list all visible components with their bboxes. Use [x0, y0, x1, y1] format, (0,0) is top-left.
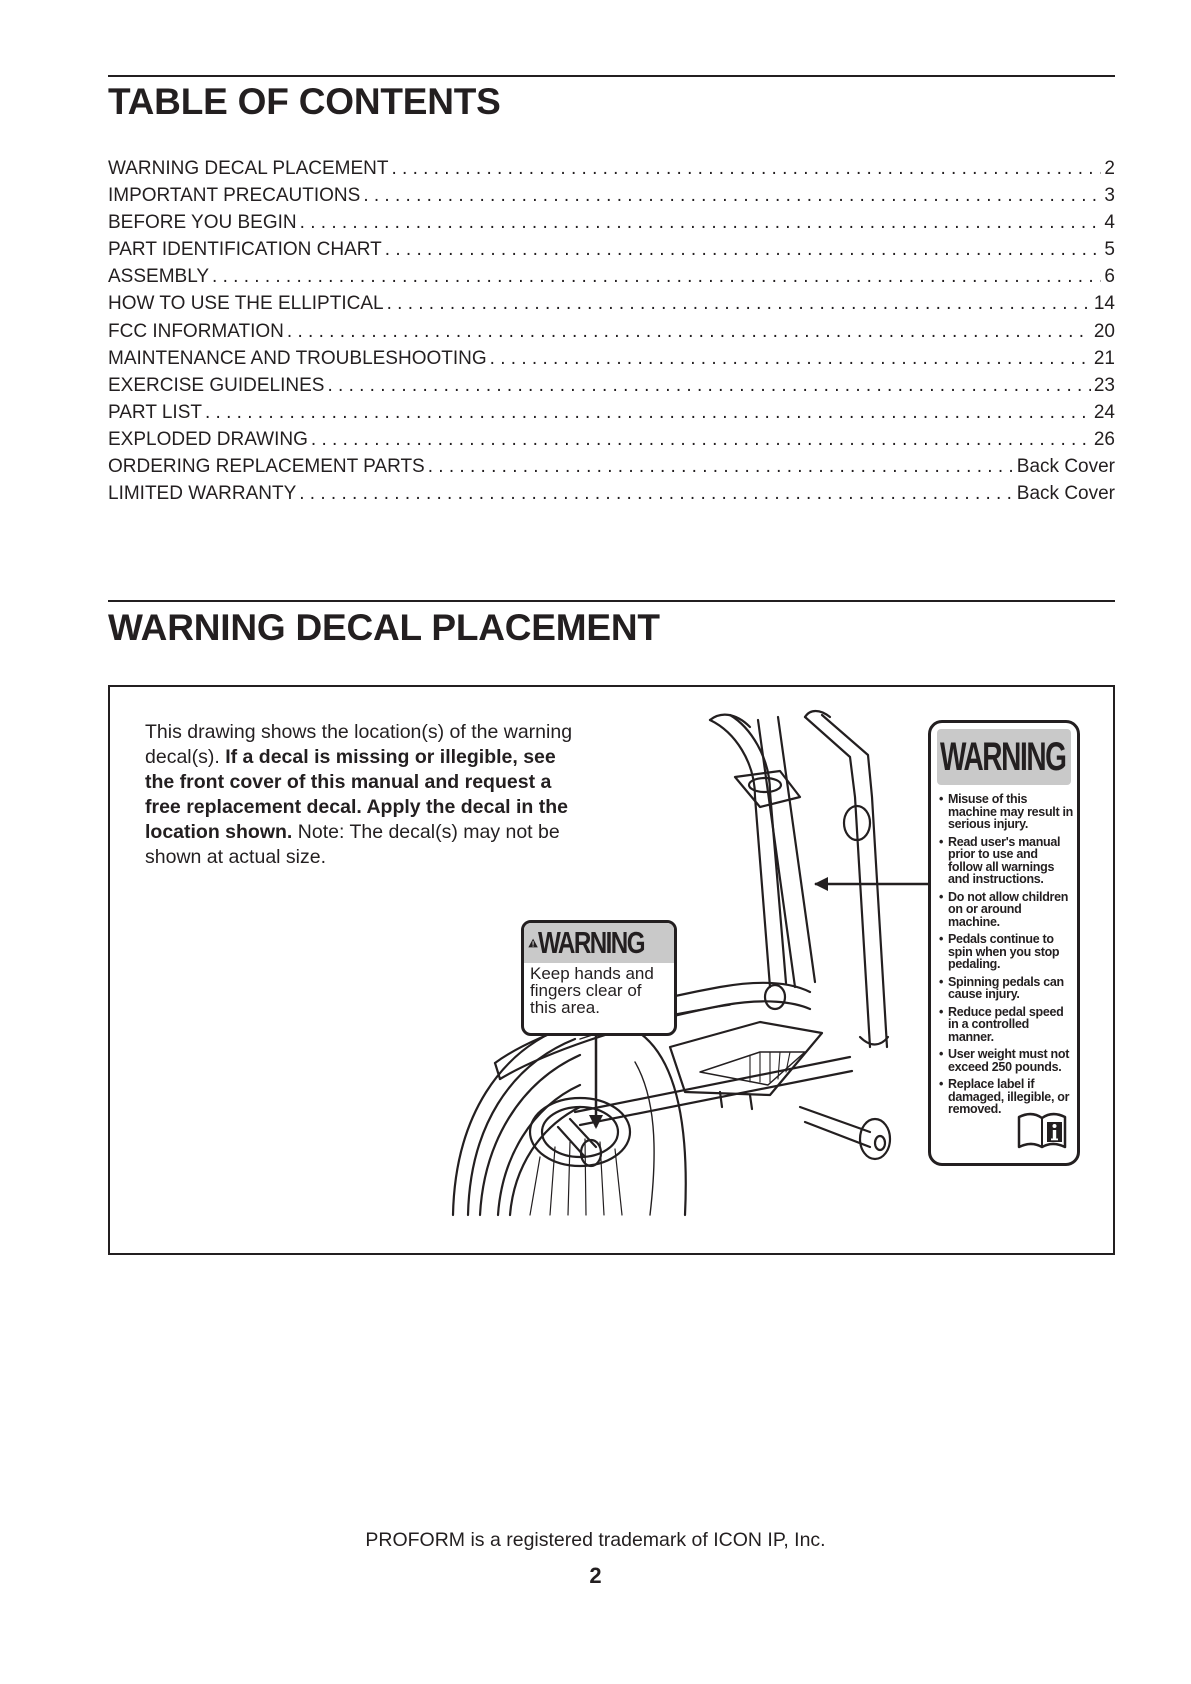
toc-entry-page: 20	[1093, 320, 1115, 342]
toc-entry-page: Back Cover	[1016, 456, 1115, 478]
toc-entry-title: PART IDENTIFICATION CHART	[108, 239, 382, 261]
read-manual-icon	[1017, 1111, 1067, 1149]
warning-item: • Pedals continue to spin when you stop pedaling.	[939, 933, 1073, 971]
toc-entry[interactable]	[108, 209, 1115, 236]
toc-leader-dots	[490, 345, 1091, 372]
toc-entry[interactable]	[108, 318, 1115, 345]
toc-entry-page: Back Cover	[1016, 483, 1115, 505]
decal-note-text: Note: The decal(s) may not be shown at actual size.	[145, 821, 560, 868]
toc-heading: TABLE OF CONTENTS	[108, 81, 501, 122]
toc-entry-page: 14	[1093, 293, 1115, 315]
toc-leader-dots	[391, 155, 1101, 182]
toc-entry-title: ASSEMBLY	[108, 266, 210, 288]
toc-entry-title: HOW TO USE THE ELLIPTICAL	[108, 293, 384, 315]
warning-section-rule	[108, 600, 1115, 602]
toc-entry-page: 4	[1104, 212, 1115, 234]
toc-entry[interactable]	[108, 345, 1115, 372]
toc-entry[interactable]	[108, 236, 1115, 263]
warning-section-heading: WARNING DECAL PLACEMENT	[108, 607, 660, 648]
warning-item: • Replace label if damaged, illegible, or removed.	[939, 1078, 1073, 1116]
toc-leader-dots	[300, 209, 1102, 236]
toc-entry[interactable]	[108, 290, 1115, 317]
toc-entry[interactable]	[108, 155, 1115, 182]
small-warning-label	[521, 920, 677, 1036]
large-warning-list	[931, 793, 1077, 1116]
warning-item: • User weight must not exceed 250 pounds.	[939, 1048, 1073, 1073]
toc-leader-dots	[387, 290, 1091, 317]
warning-item: • Reduce pedal speed in a controlled manner.	[939, 1006, 1073, 1044]
toc-entry-title: ORDERING REPLACEMENT PARTS	[108, 456, 425, 478]
toc-leader-dots	[299, 480, 1014, 507]
large-warning-title: WARNING	[940, 734, 1066, 779]
toc-entry-page: 3	[1104, 185, 1115, 207]
toc-entry-title: IMPORTANT PRECAUTIONS	[108, 185, 361, 207]
toc-leader-dots	[287, 318, 1091, 345]
warning-item: • Do not allow children on or around machine.	[939, 891, 1073, 929]
toc-entry-page: 6	[1104, 266, 1115, 288]
toc-entry-title: MAINTENANCE AND TROUBLESHOOTING	[108, 347, 487, 369]
toc-leader-dots	[327, 372, 1090, 399]
table-of-contents	[108, 155, 1115, 507]
toc-entry-title: BEFORE YOU BEGIN	[108, 212, 297, 234]
toc-entry-page: 21	[1093, 347, 1115, 369]
decal-placement-box	[108, 685, 1115, 1255]
toc-leader-dots	[385, 236, 1102, 263]
warning-item: • Misuse of this machine may result in serious injury.	[939, 793, 1073, 831]
toc-entry[interactable]	[108, 372, 1115, 399]
toc-entry[interactable]	[108, 453, 1115, 480]
toc-entry-title: PART LIST	[108, 401, 202, 423]
warning-triangle-icon	[528, 930, 538, 956]
warning-item: • Read user's manual prior to use and follow all warnings and instructions.	[939, 836, 1073, 886]
toc-entry[interactable]	[108, 399, 1115, 426]
toc-entry[interactable]	[108, 263, 1115, 290]
small-warning-text: Keep hands and fingers clear of this area.	[530, 964, 654, 1017]
toc-entry-title: EXPLODED DRAWING	[108, 428, 308, 450]
toc-entry[interactable]	[108, 480, 1115, 507]
large-warning-header	[937, 729, 1071, 785]
toc-leader-dots	[363, 182, 1101, 209]
toc-entry-page: 5	[1104, 239, 1115, 261]
trademark-note: PROFORM is a registered trademark of ICON IP, Inc.	[365, 1529, 826, 1551]
toc-entry-page: 2	[1104, 158, 1115, 179]
toc-entry-page: 24	[1093, 401, 1115, 423]
toc-top-rule	[108, 75, 1115, 77]
toc-entry[interactable]	[108, 426, 1115, 453]
toc-entry-page: 23	[1093, 374, 1115, 396]
decal-bold-text: If a decal is missing or illegible, see the front cover of this manual and request a free replacement decal. Apply the decal in the location shown.	[145, 746, 569, 843]
page-number: 2	[589, 1563, 602, 1588]
toc-entry-title: LIMITED WARRANTY	[108, 483, 297, 505]
toc-leader-dots	[205, 399, 1091, 426]
large-warning-label	[928, 720, 1080, 1166]
toc-entry-title: EXERCISE GUIDELINES	[108, 374, 325, 396]
decal-intro-text: This drawing shows the location(s) of the warning decal(s).	[145, 721, 573, 768]
small-warning-title: WARNING	[538, 925, 645, 960]
toc-entry-page: 26	[1093, 428, 1115, 450]
warning-item: • Spinning pedals can cause injury.	[939, 976, 1073, 1001]
toc-entry-title: WARNING DECAL PLACEMENT	[108, 158, 389, 179]
small-warning-header	[524, 923, 674, 963]
toc-entry[interactable]	[108, 182, 1115, 209]
toc-leader-dots	[311, 426, 1091, 453]
toc-leader-dots	[212, 263, 1101, 290]
toc-entry-title: FCC INFORMATION	[108, 320, 284, 342]
toc-leader-dots	[428, 453, 1014, 480]
